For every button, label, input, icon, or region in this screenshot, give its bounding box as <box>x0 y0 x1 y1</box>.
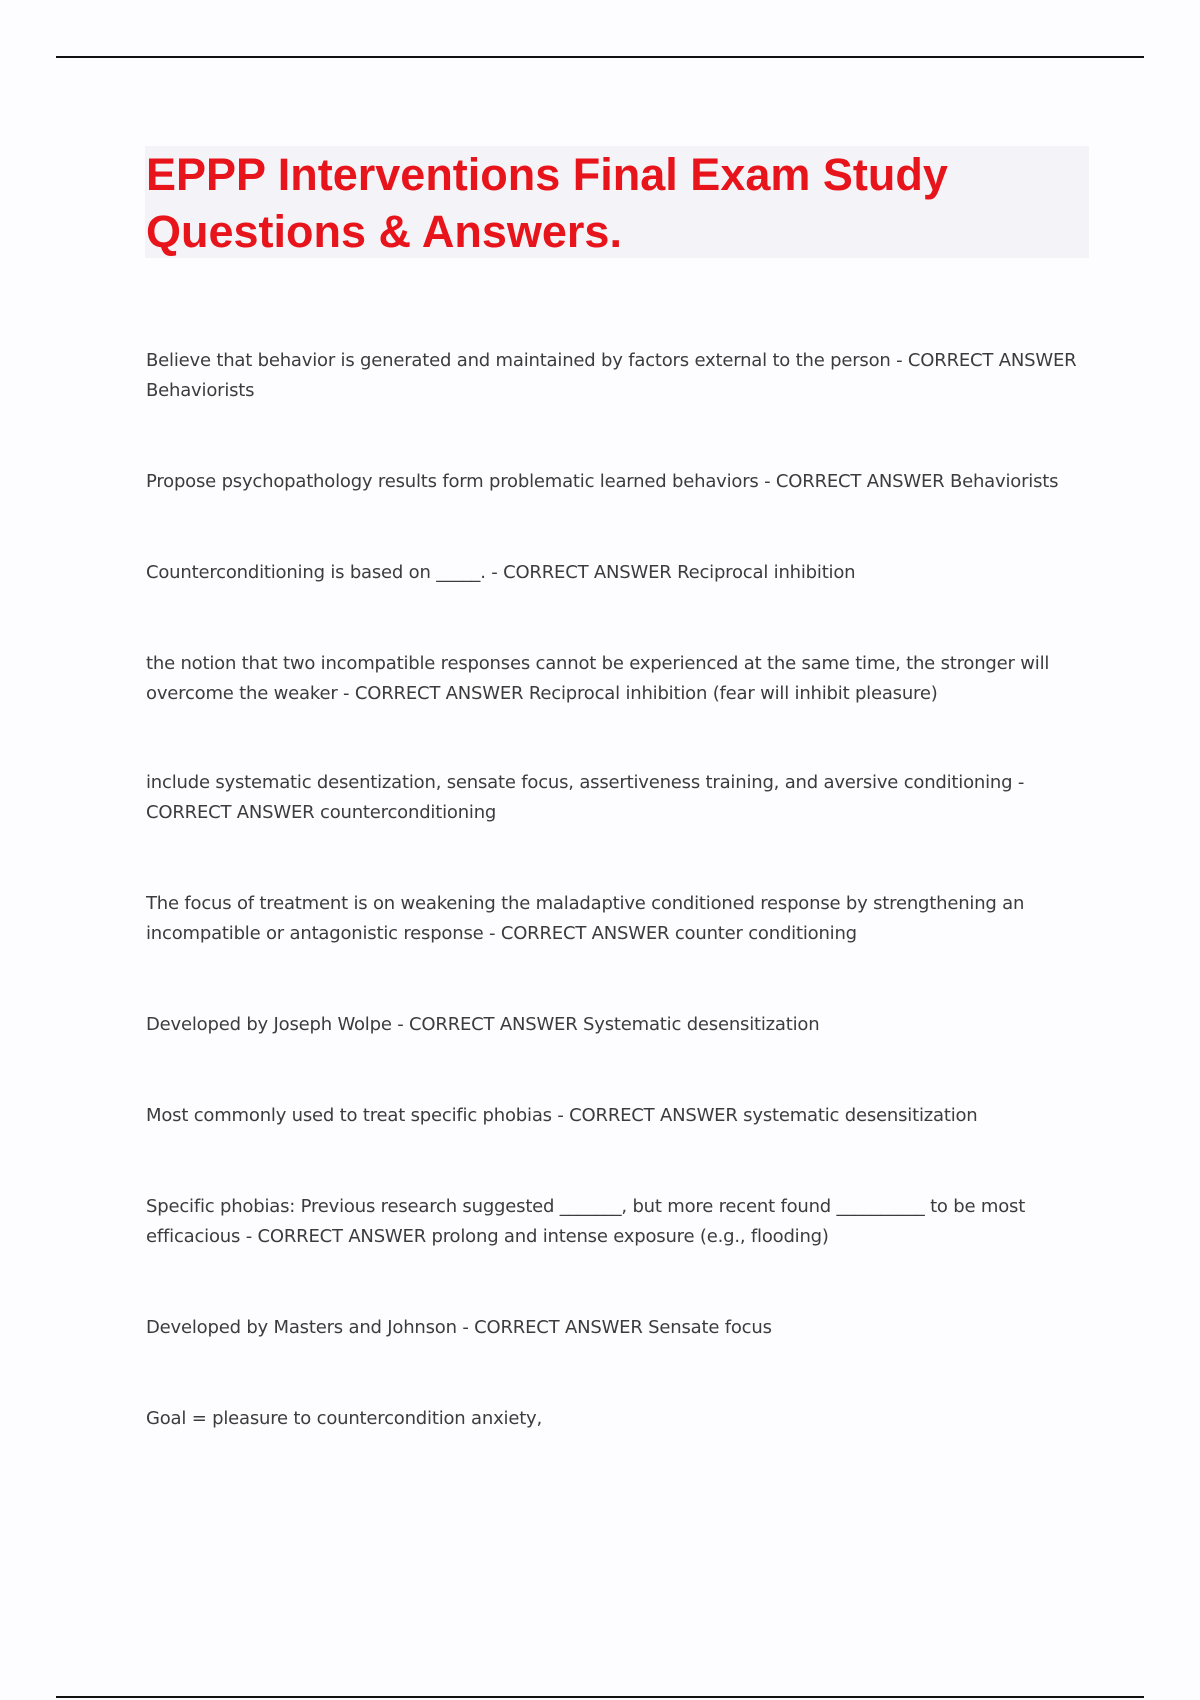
qa-item-9: Specific phobias: Previous research suggested _______, but more recent found __________ to be most efficacious - CORRECT ANSWER prolong and intense exposure (e.g., flooding) <box>146 1196 1026 1247</box>
qa-item-4: the notion that two incompatible responses cannot be experienced at the same time, the stronger will overcome the weaker - CORRECT ANSWER Reciprocal inhibition (fear will inhibit pleasure) <box>146 653 1050 704</box>
qa-item-6: The focus of treatment is on weakening the maladaptive conditioned response by strengthening an incompatible or antagonistic response - CORRECT ANSWER counter conditioning <box>146 893 1025 944</box>
qa-item-3: Counterconditioning is based on _____. - CORRECT ANSWER Reciprocal inhibition <box>146 562 856 583</box>
qa-item-2: Propose psychopathology results form problematic learned behaviors - CORRECT ANSWER Behaviorists <box>146 471 1059 492</box>
page-title: EPPP Interventions Final Exam Study Questions & Answers. <box>146 149 948 257</box>
bottom-rule <box>56 1696 1144 1698</box>
qa-item-8: Most commonly used to treat specific phobias - CORRECT ANSWER systematic desensitization <box>146 1105 978 1126</box>
qa-item-11: Goal = pleasure to countercondition anxiety, <box>146 1408 543 1429</box>
qa-item-5: include systematic desentization, sensate focus, assertiveness training, and aversive conditioning - CORRECT ANSWER counterconditioning <box>146 772 1025 823</box>
qa-item-7: Developed by Joseph Wolpe - CORRECT ANSWER Systematic desensitization <box>146 1014 820 1035</box>
qa-item-1: Believe that behavior is generated and maintained by factors external to the person - CORRECT ANSWER Behaviorists <box>146 350 1077 401</box>
top-rule <box>56 56 1144 58</box>
qa-item-10: Developed by Masters and Johnson - CORRECT ANSWER Sensate focus <box>146 1317 772 1338</box>
